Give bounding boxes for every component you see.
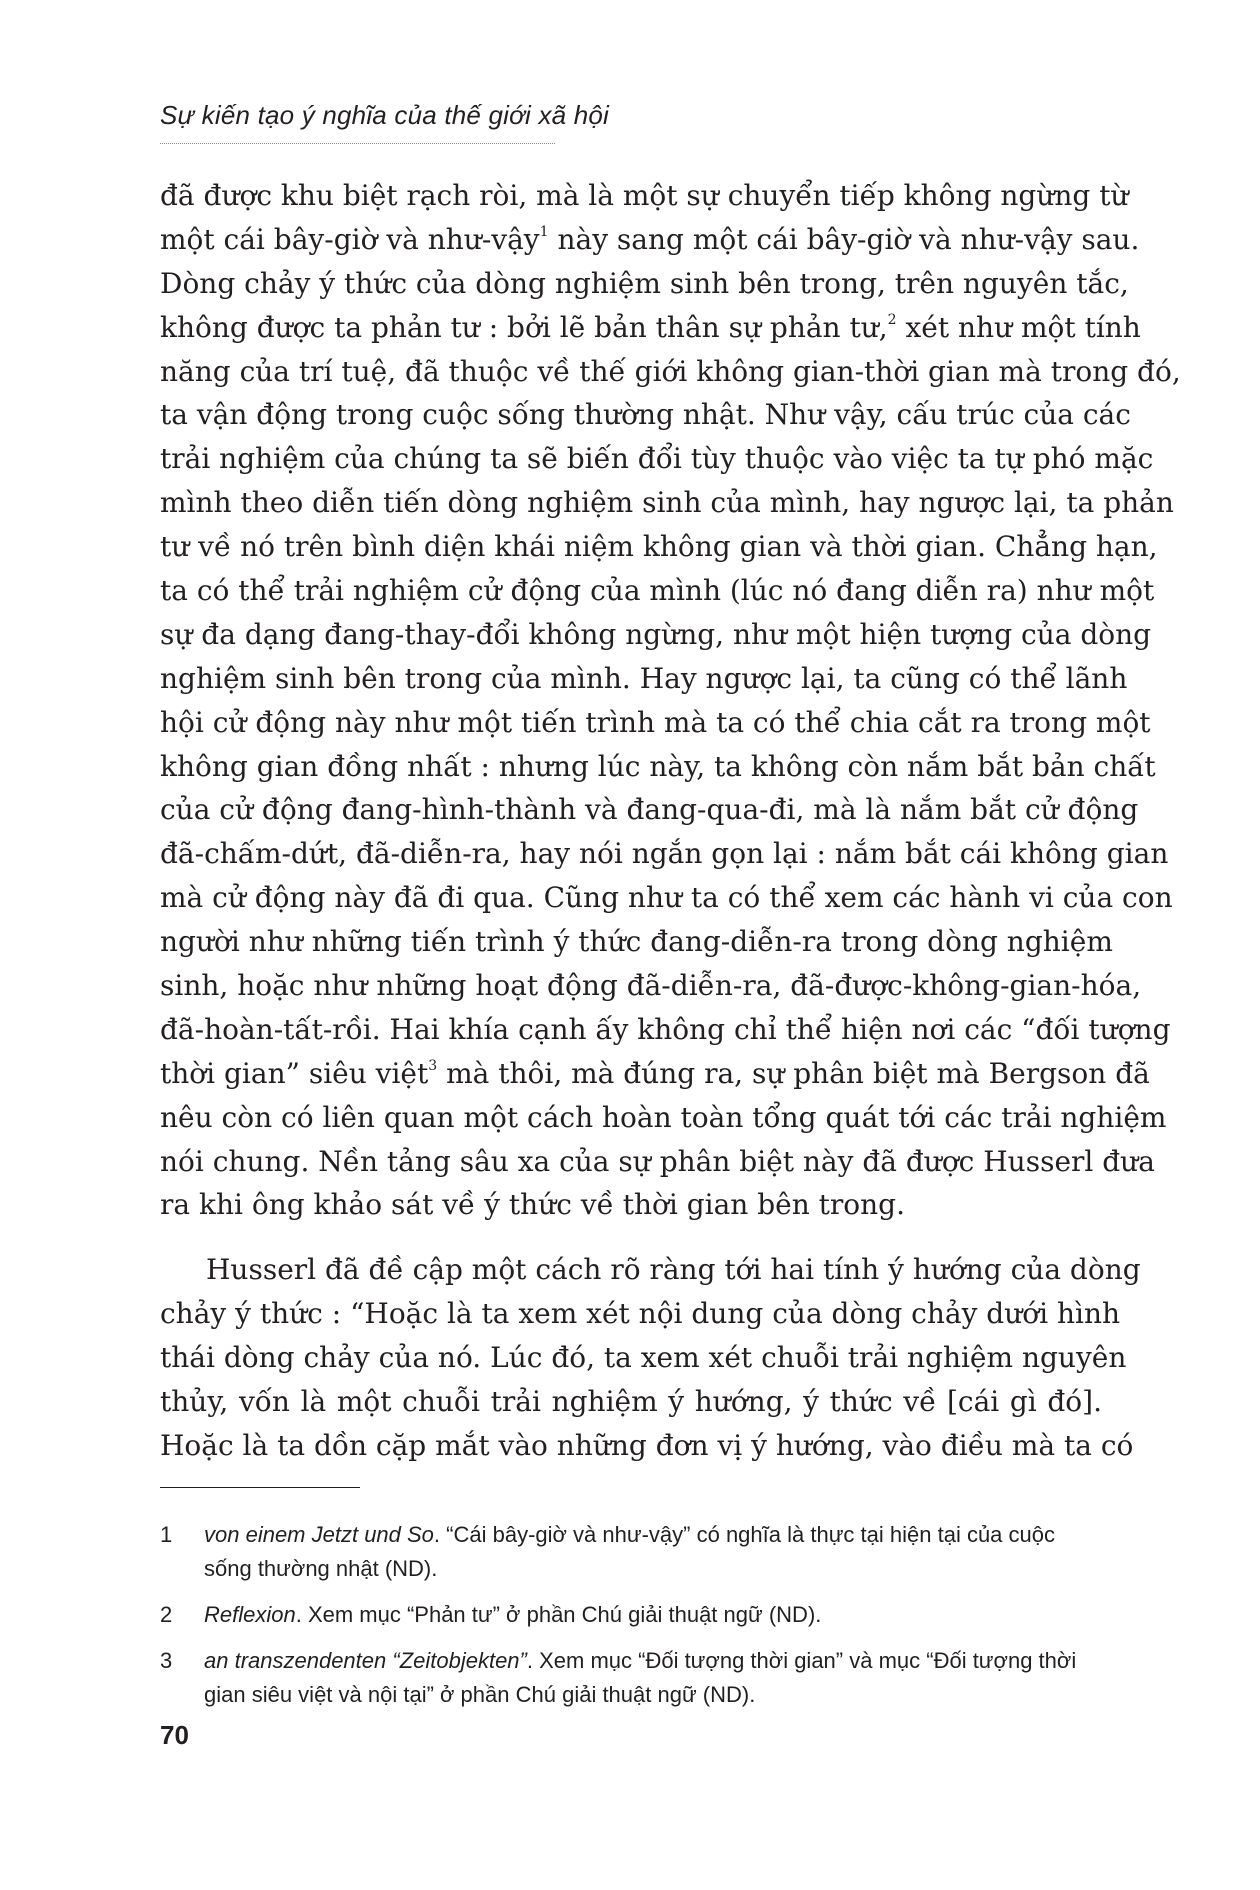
- footnote-ref-1: 1: [539, 223, 549, 240]
- body-text: [160, 174, 1181, 1468]
- footnote-body: [204, 1518, 1102, 1586]
- body-text-run: này sang một cái bây-giờ và như-vậy sau.: [548, 222, 1140, 256]
- body-line: tư về nó trên bình diện khái niệm không gian và thời gian. Chẳng hạn,: [160, 530, 1158, 564]
- footnote-number: 1: [160, 1522, 173, 1547]
- footnote-number: 3: [160, 1648, 173, 1673]
- footnote-ref-2: 2: [887, 311, 897, 328]
- running-head-rule: [160, 143, 555, 144]
- body-line: nói chung. Nền tảng sâu xa của sự phân biệt này đã được Husserl đưa: [160, 1144, 1155, 1178]
- body-line: Hoặc là ta dồn cặp mắt vào những đơn vị ý hướng, vào điều mà ta có: [160, 1428, 1134, 1462]
- running-head: Sự kiến tạo ý nghĩa của thế giới xã hội: [160, 100, 610, 130]
- body-line: năng của trí tuệ, đã thuộc về thế giới không gian-thời gian mà trong đó,: [160, 354, 1181, 388]
- body-line: Husserl đã đề cập một cách rõ ràng tới hai tính ý hướng của dòng: [206, 1253, 1141, 1287]
- footnote-3: [160, 1644, 1102, 1712]
- footnote-term: von einem Jetzt und So: [204, 1522, 434, 1547]
- footnote-term: Reflexion: [204, 1602, 296, 1627]
- body-line: ta vận động trong cuộc sống thường nhật. Như vậy, cấu trúc của các: [160, 398, 1131, 432]
- footnotes: [160, 1518, 1102, 1724]
- body-line: thái dòng chảy của nó. Lúc đó, ta xem xét chuỗi trải nghiệm nguyên: [160, 1341, 1127, 1375]
- body-line: chảy ý thức : “Hoặc là ta xem xét nội dung của dòng chảy dưới hình: [160, 1297, 1121, 1331]
- body-line: [160, 306, 1141, 350]
- body-text-run: thời gian” siêu việt: [160, 1056, 429, 1090]
- body-line: của cử động đang-hình-thành và đang-qua-đi, mà là nắm bắt cử động: [160, 793, 1139, 827]
- footnote-text: . Xem mục “Phản tư” ở phần Chú giải thuật ngữ (ND).: [295, 1602, 822, 1627]
- body-line: trải nghiệm của chúng ta sẽ biến đổi tùy thuộc vào việc ta tự phó mặc: [160, 442, 1154, 476]
- body-line: mình theo diễn tiến dòng nghiệm sinh của mình, hay ngược lại, ta phản: [160, 486, 1174, 520]
- footnote-rule: [160, 1487, 360, 1488]
- body-line: Dòng chảy ý thức của dòng nghiệm sinh bên trong, trên nguyên tắc,: [160, 266, 1129, 300]
- body-line: nêu còn có liên quan một cách hoàn toàn tổng quát tới các trải nghiệm: [160, 1100, 1167, 1134]
- footnote-body: [204, 1598, 1102, 1632]
- footnote-body: [204, 1644, 1102, 1712]
- body-line: mà cử động này đã đi qua. Cũng như ta có thể xem các hành vi của con: [160, 881, 1173, 915]
- body-line: [160, 1052, 1150, 1096]
- body-line: ra khi ông khảo sát về ý thức về thời gian bên trong.: [160, 1188, 906, 1222]
- footnote-number: 2: [160, 1602, 173, 1627]
- body-text-run: mà thôi, mà đúng ra, sự phân biệt mà Bergson đã: [437, 1056, 1150, 1090]
- body-line: đã-hoàn-tất-rồi. Hai khía cạnh ấy không chỉ thể hiện nơi các “đối tượng: [160, 1012, 1171, 1046]
- body-line: người như những tiến trình ý thức đang-diễn-ra trong dòng nghiệm: [160, 925, 1113, 959]
- body-line: [160, 218, 1140, 262]
- footnote-term: an transzendenten “Zeitobjekten”: [204, 1648, 527, 1673]
- paragraph-gap: [160, 1227, 1102, 1248]
- body-line: nghiệm sinh bên trong của mình. Hay ngược lại, ta cũng có thể lãnh: [160, 661, 1128, 695]
- page-number: 70: [160, 1720, 189, 1750]
- body-line: đã-chấm-dứt, đã-diễn-ra, hay nói ngắn gọn lại : nắm bắt cái không gian: [160, 837, 1169, 871]
- footnote-ref-3: 3: [428, 1057, 438, 1074]
- footnote-text: . Xem mục “Đối tượng thời gian” và mục “Đối tượng thời gian siêu việt và nội tại” ở phần Chú giải thuật ngữ (ND).: [204, 1648, 1077, 1707]
- body-line: hội cử động này như một tiến trình mà ta có thể chia cắt ra trong một: [160, 705, 1151, 739]
- body-line: sinh, hoặc như những hoạt động đã-diễn-ra, đã-được-không-gian-hóa,: [160, 969, 1142, 1003]
- body-line: không gian đồng nhất : nhưng lúc này, ta không còn nắm bắt bản chất: [160, 749, 1156, 783]
- body-line: ta có thể trải nghiệm cử động của mình (lúc nó đang diễn ra) như một: [160, 574, 1155, 608]
- footnote-2: [160, 1598, 1102, 1632]
- body-text-run: xét như một tính: [896, 310, 1141, 344]
- body-line: sự đa dạng đang-thay-đổi không ngừng, như một hiện tượng của dòng: [160, 617, 1152, 651]
- footnote-1: [160, 1518, 1102, 1586]
- body-text-run: không được ta phản tư : bởi lẽ bản thân sự phản tư,: [160, 310, 888, 344]
- body-line: đã được khu biệt rạch ròi, mà là một sự chuyển tiếp không ngừng từ: [160, 179, 1129, 212]
- body-text-run: một cái bây-giờ và như-vậy: [160, 222, 540, 256]
- body-line: thủy, vốn là một chuỗi trải nghiệm ý hướng, ý thức về [cái gì đó].: [160, 1385, 1102, 1419]
- footnote-text: . “Cái bây-giờ và như-vậy” có nghĩa là thực tại hiện tại của cuộc sống thường nhật (ND).: [204, 1522, 1055, 1581]
